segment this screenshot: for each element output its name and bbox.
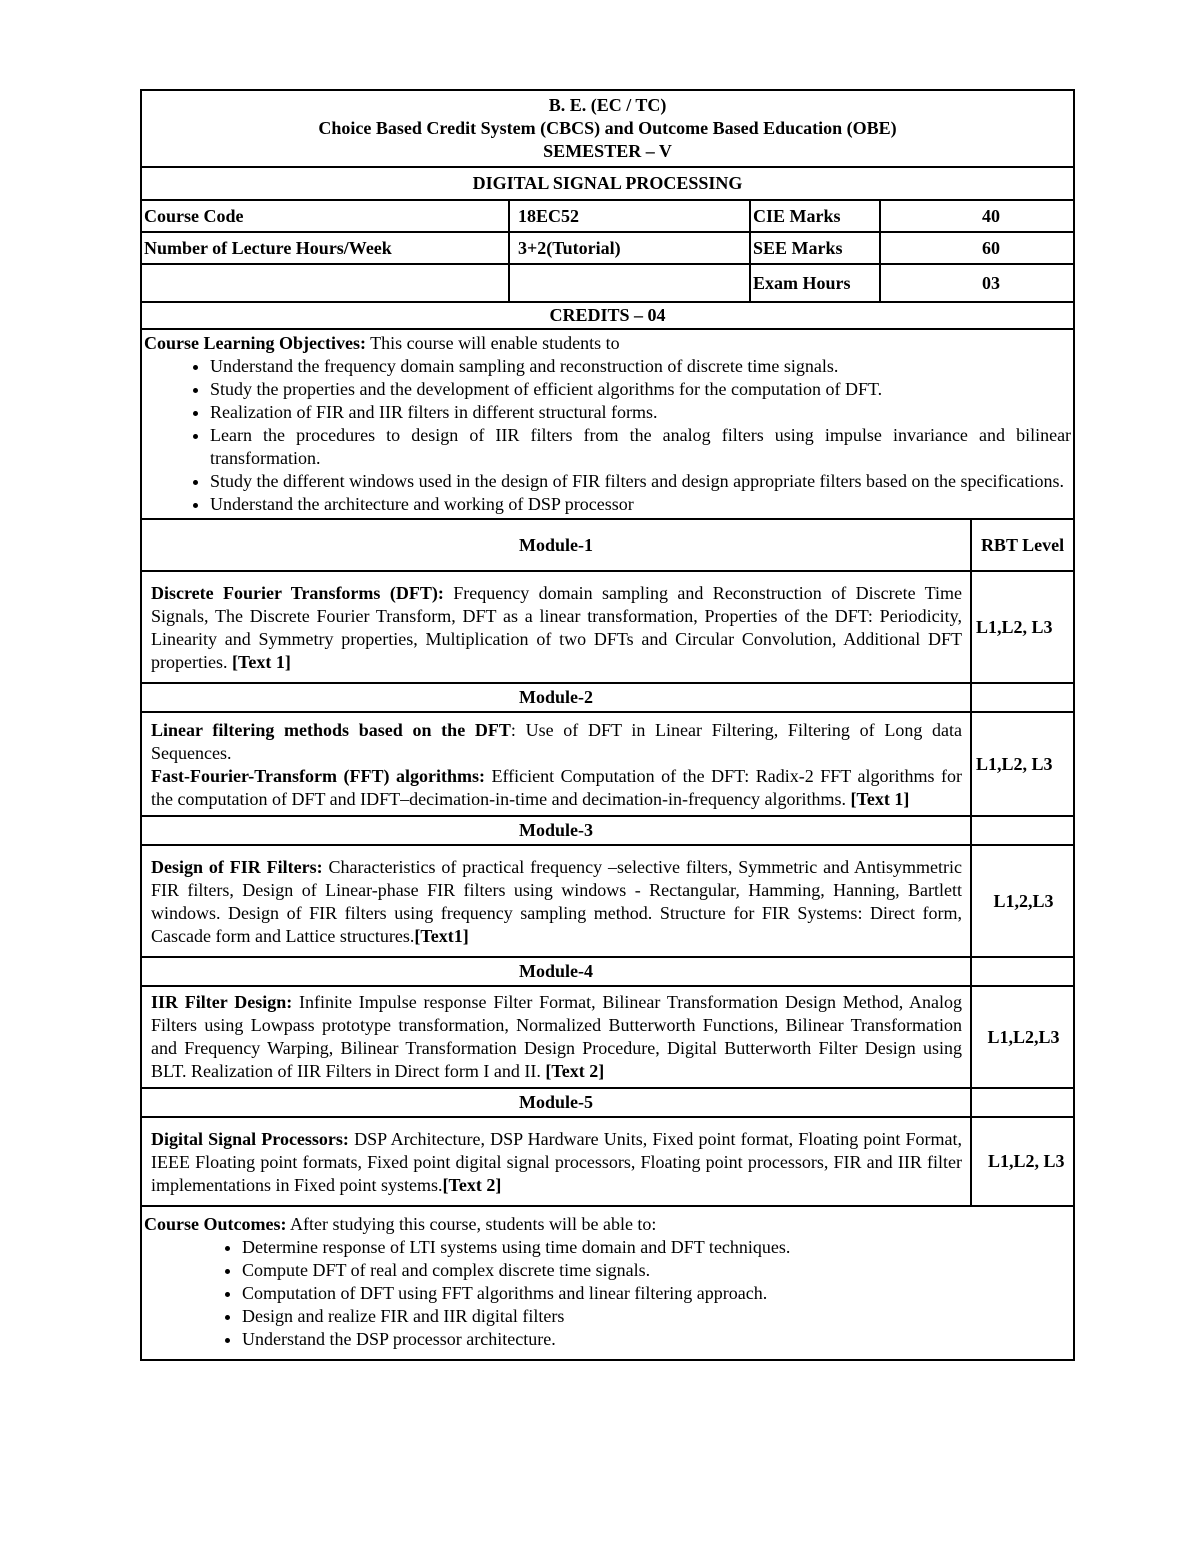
module-3-text: Characteristics of practical frequency –selective filters, Symmetric and Antisymmetric FIR filters, Design of Linear-phase FIR filters using windows - Rectangular, Hamming, Hanning, Bartlett windows. Design of FIR filters using frequency sampling method. Structure for FIR Systems: Direct form, Cascade form and Lattice structures. — [151, 857, 962, 946]
module-1-rbt: L1,L2, L3 — [971, 571, 1074, 683]
module-2-topic-b: Fast-Fourier-Transform (FFT) algorithms: — [151, 766, 485, 786]
course-code-label: Course Code — [141, 200, 509, 232]
module-1-text: Frequency domain sampling and Reconstruction of Discrete Time Signals, The Discrete Fourier Transform, DFT as a linear transformation, Properties of the DFT: Periodicity, Linearity and Symmetry properties, Multiplication of two DFTs and Circular Convolution, Additional DFT properties. — [151, 583, 962, 672]
module-4-topic: IIR Filter Design: — [151, 992, 293, 1012]
course-code-row — [141, 200, 1074, 232]
credits-row — [141, 302, 1074, 329]
module-5-topic: Digital Signal Processors: — [151, 1129, 349, 1149]
outcomes-row — [141, 1206, 1074, 1360]
module-3-reference: [Text1] — [414, 926, 469, 946]
module-2-rbt: L1,L2, L3 — [971, 712, 1074, 816]
module-3-rbt: L1,2,L3 — [971, 845, 1074, 957]
outcomes-intro: After studying this course, students will be able to: — [286, 1214, 657, 1234]
outcome-item: • Design and realize FIR and IIR digital filters — [242, 1305, 1071, 1328]
objectives-heading: Course Learning Objectives: — [144, 333, 366, 353]
program-header — [141, 90, 1074, 167]
module-4-reference: [Text 2] — [545, 1061, 605, 1081]
exam-hours-value: 03 — [880, 264, 1074, 302]
cie-marks-value: 40 — [880, 200, 1074, 232]
objective-item: • Learn the procedures to design of IIR filters from the analog filters using impulse invariance and bilinear transformation. — [210, 424, 1071, 470]
module-2-text-b: Efficient Computation of the DFT: Radix-2 FFT algorithms for the computation of DFT and IDFT–decimation-in-time and decimation-in-frequency algorithms. — [151, 766, 962, 809]
module-5-content — [141, 1117, 971, 1206]
exam-hours-row — [141, 264, 1074, 302]
empty-cell — [971, 1088, 1074, 1117]
module-1-title-row — [141, 519, 1074, 571]
semester-title: SEMESTER – V — [543, 141, 672, 161]
objectives-list — [144, 355, 1071, 516]
syllabus-table — [140, 89, 1075, 1361]
see-marks-label: SEE Marks — [750, 232, 880, 264]
module-3-topic: Design of FIR Filters: — [151, 857, 323, 877]
course-objectives — [141, 329, 1074, 519]
module-4-text: Infinite Impulse response Filter Format, Bilinear Transformation Design Method, Analog Filters using Lowpass prototype transformation, Normalized Butterworth Functions, Bilinear Transformation and Frequency Warping, Bilinear Transformation Design Procedure, Digital Butterworth Filter Design using BLT. Realization of IIR Filters in Direct form I and II. — [151, 992, 963, 1081]
empty-cell — [971, 816, 1074, 845]
module-3-body-row — [141, 845, 1074, 957]
scheme-title: Choice Based Credit System (CBCS) and Outcome Based Education (OBE) — [318, 118, 897, 138]
outcomes-list — [144, 1236, 1071, 1351]
rbt-level-header: RBT Level — [971, 519, 1074, 571]
course-code-value: 18EC52 — [509, 200, 750, 232]
lecture-hours-value: 3+2(Tutorial) — [509, 232, 750, 264]
module-5-text: DSP Architecture, DSP Hardware Units, Fixed point format, Floating point Format, IEEE Floating point formats, Fixed point digital signal processors, Floating point processors, FIR and IIR filter implementations in Fixed point systems. — [151, 1129, 963, 1195]
module-1-title: Module-1 — [141, 519, 971, 571]
outcome-item: • Computation of DFT using FFT algorithms and linear filtering approach. — [242, 1282, 1071, 1305]
module-5-rbt: L1,L2, L3 — [971, 1117, 1074, 1206]
outcomes-heading: Course Outcomes: — [144, 1214, 287, 1234]
empty-cell — [971, 683, 1074, 712]
program-title: B. E. (EC / TC) — [548, 95, 667, 115]
objective-item: • Understand the architecture and working of DSP processor — [210, 493, 1071, 516]
module-3-title-row — [141, 816, 1074, 845]
empty-cell — [971, 957, 1074, 986]
empty-cell — [141, 264, 509, 302]
module-4-title-row — [141, 957, 1074, 986]
syllabus-document — [140, 89, 1073, 1361]
lecture-hours-label: Number of Lecture Hours/Week — [141, 232, 509, 264]
module-5-title: Module-5 — [141, 1088, 971, 1117]
header-row — [141, 90, 1074, 167]
objective-item: • Study the properties and the development of efficient algorithms for the computation of DFT. — [210, 378, 1071, 401]
module-5-body-row — [141, 1117, 1074, 1206]
cie-marks-label: CIE Marks — [750, 200, 880, 232]
module-2-title: Module-2 — [141, 683, 971, 712]
objective-item: • Realization of FIR and IIR filters in different structural forms. — [210, 401, 1071, 424]
objectives-row — [141, 329, 1074, 519]
outcome-item: • Determine response of LTI systems using time domain and DFT techniques. — [242, 1236, 1071, 1259]
module-3-title: Module-3 — [141, 816, 971, 845]
module-2-reference: [Text 1] — [850, 789, 910, 809]
course-title: DIGITAL SIGNAL PROCESSING — [141, 167, 1074, 200]
module-2-content — [141, 712, 971, 816]
module-4-body-row — [141, 986, 1074, 1088]
module-4-title: Module-4 — [141, 957, 971, 986]
see-marks-value: 60 — [880, 232, 1074, 264]
module-1-topic: Discrete Fourier Transforms (DFT): — [151, 583, 444, 603]
empty-cell — [509, 264, 750, 302]
course-title-row — [141, 167, 1074, 200]
module-2-text-a: : Use of DFT in Linear Filtering, Filtering of Long data Sequences. — [151, 720, 962, 763]
module-1-body-row — [141, 571, 1074, 683]
module-1-reference: [Text 1] — [231, 652, 291, 672]
module-5-reference: [Text 2] — [442, 1175, 502, 1195]
outcome-item: • Understand the DSP processor architecture. — [242, 1328, 1071, 1351]
objective-item: • Understand the frequency domain sampling and reconstruction of discrete time signals. — [210, 355, 1071, 378]
outcome-item: • Compute DFT of real and complex discrete time signals. — [242, 1259, 1071, 1282]
module-5-title-row — [141, 1088, 1074, 1117]
module-4-rbt: L1,L2,L3 — [971, 986, 1074, 1088]
objective-item: • Study the different windows used in the design of FIR filters and design appropriate filters based on the specifications. — [210, 470, 1071, 493]
module-2-title-row — [141, 683, 1074, 712]
module-3-content — [141, 845, 971, 957]
objectives-intro: This course will enable students to — [365, 333, 620, 353]
credits: CREDITS – 04 — [141, 302, 1074, 329]
module-1-content — [141, 571, 971, 683]
module-4-content — [141, 986, 971, 1088]
lecture-hours-row — [141, 232, 1074, 264]
module-2-body-row — [141, 712, 1074, 816]
exam-hours-label: Exam Hours — [750, 264, 880, 302]
module-2-topic-a: Linear filtering methods based on the DFT — [151, 720, 511, 740]
course-outcomes — [141, 1206, 1074, 1360]
